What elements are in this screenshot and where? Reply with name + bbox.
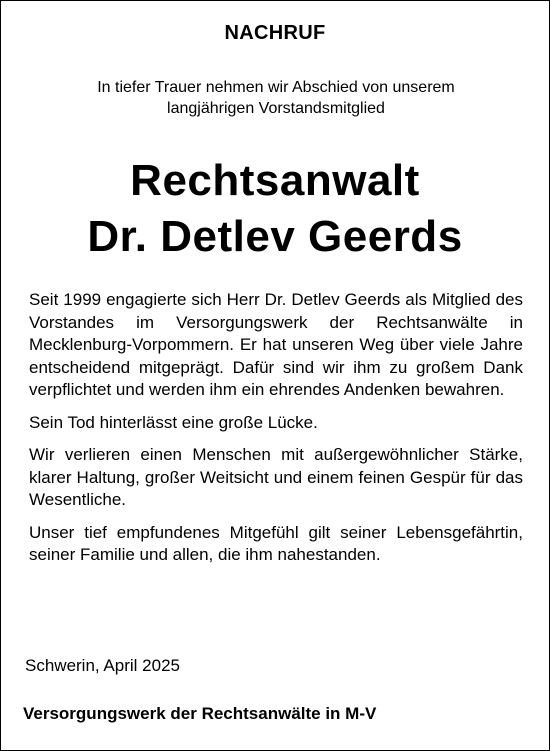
notice-heading: NACHRUF	[224, 22, 326, 44]
deceased-title: Rechtsanwalt	[130, 156, 420, 205]
paragraph-engagement: Seit 1999 engagierte sich Herr Dr. Detlev Geerds als Mitglied des Vorstandes im Versorgungswerk der Rechtsanwälte in Mecklenburg-Vorpommern. Er hat unseren Weg über viele Jahre entscheidend mitgeprägt. Dafür sind wir ihm zu großem Dank verpflichtet und werden ihm ein ehrendes Andenken bewahren.	[29, 290, 523, 399]
deceased-name-block	[1, 153, 549, 265]
intro-text	[31, 77, 521, 119]
paragraph-loss: Sein Tod hinterlässt eine große Lücke.	[29, 412, 318, 432]
paragraph-character: Wir verlieren einen Menschen mit außergewöhnlicher Stärke, klarer Haltung, großer Weitsicht und einem feinen Gespür für das Wesentliche.	[29, 445, 523, 509]
intro-line-2: langjährigen Vorstandsmitglied	[167, 100, 385, 117]
deceased-name: Dr. Detlev Geerds	[87, 212, 463, 261]
intro-line-1: In tiefer Trauer nehmen wir Abschied von unserem	[97, 79, 455, 96]
place-date: Schwerin, April 2025	[25, 656, 180, 675]
paragraph-condolence: Unser tief empfundenes Mitgefühl gilt seiner Lebensgefährtin, seiner Familie und allen, die ihm nahestanden.	[29, 522, 523, 564]
obituary-body	[29, 289, 523, 577]
signature-organization: Versorgungswerk der Rechtsanwälte in M-V	[23, 704, 377, 723]
